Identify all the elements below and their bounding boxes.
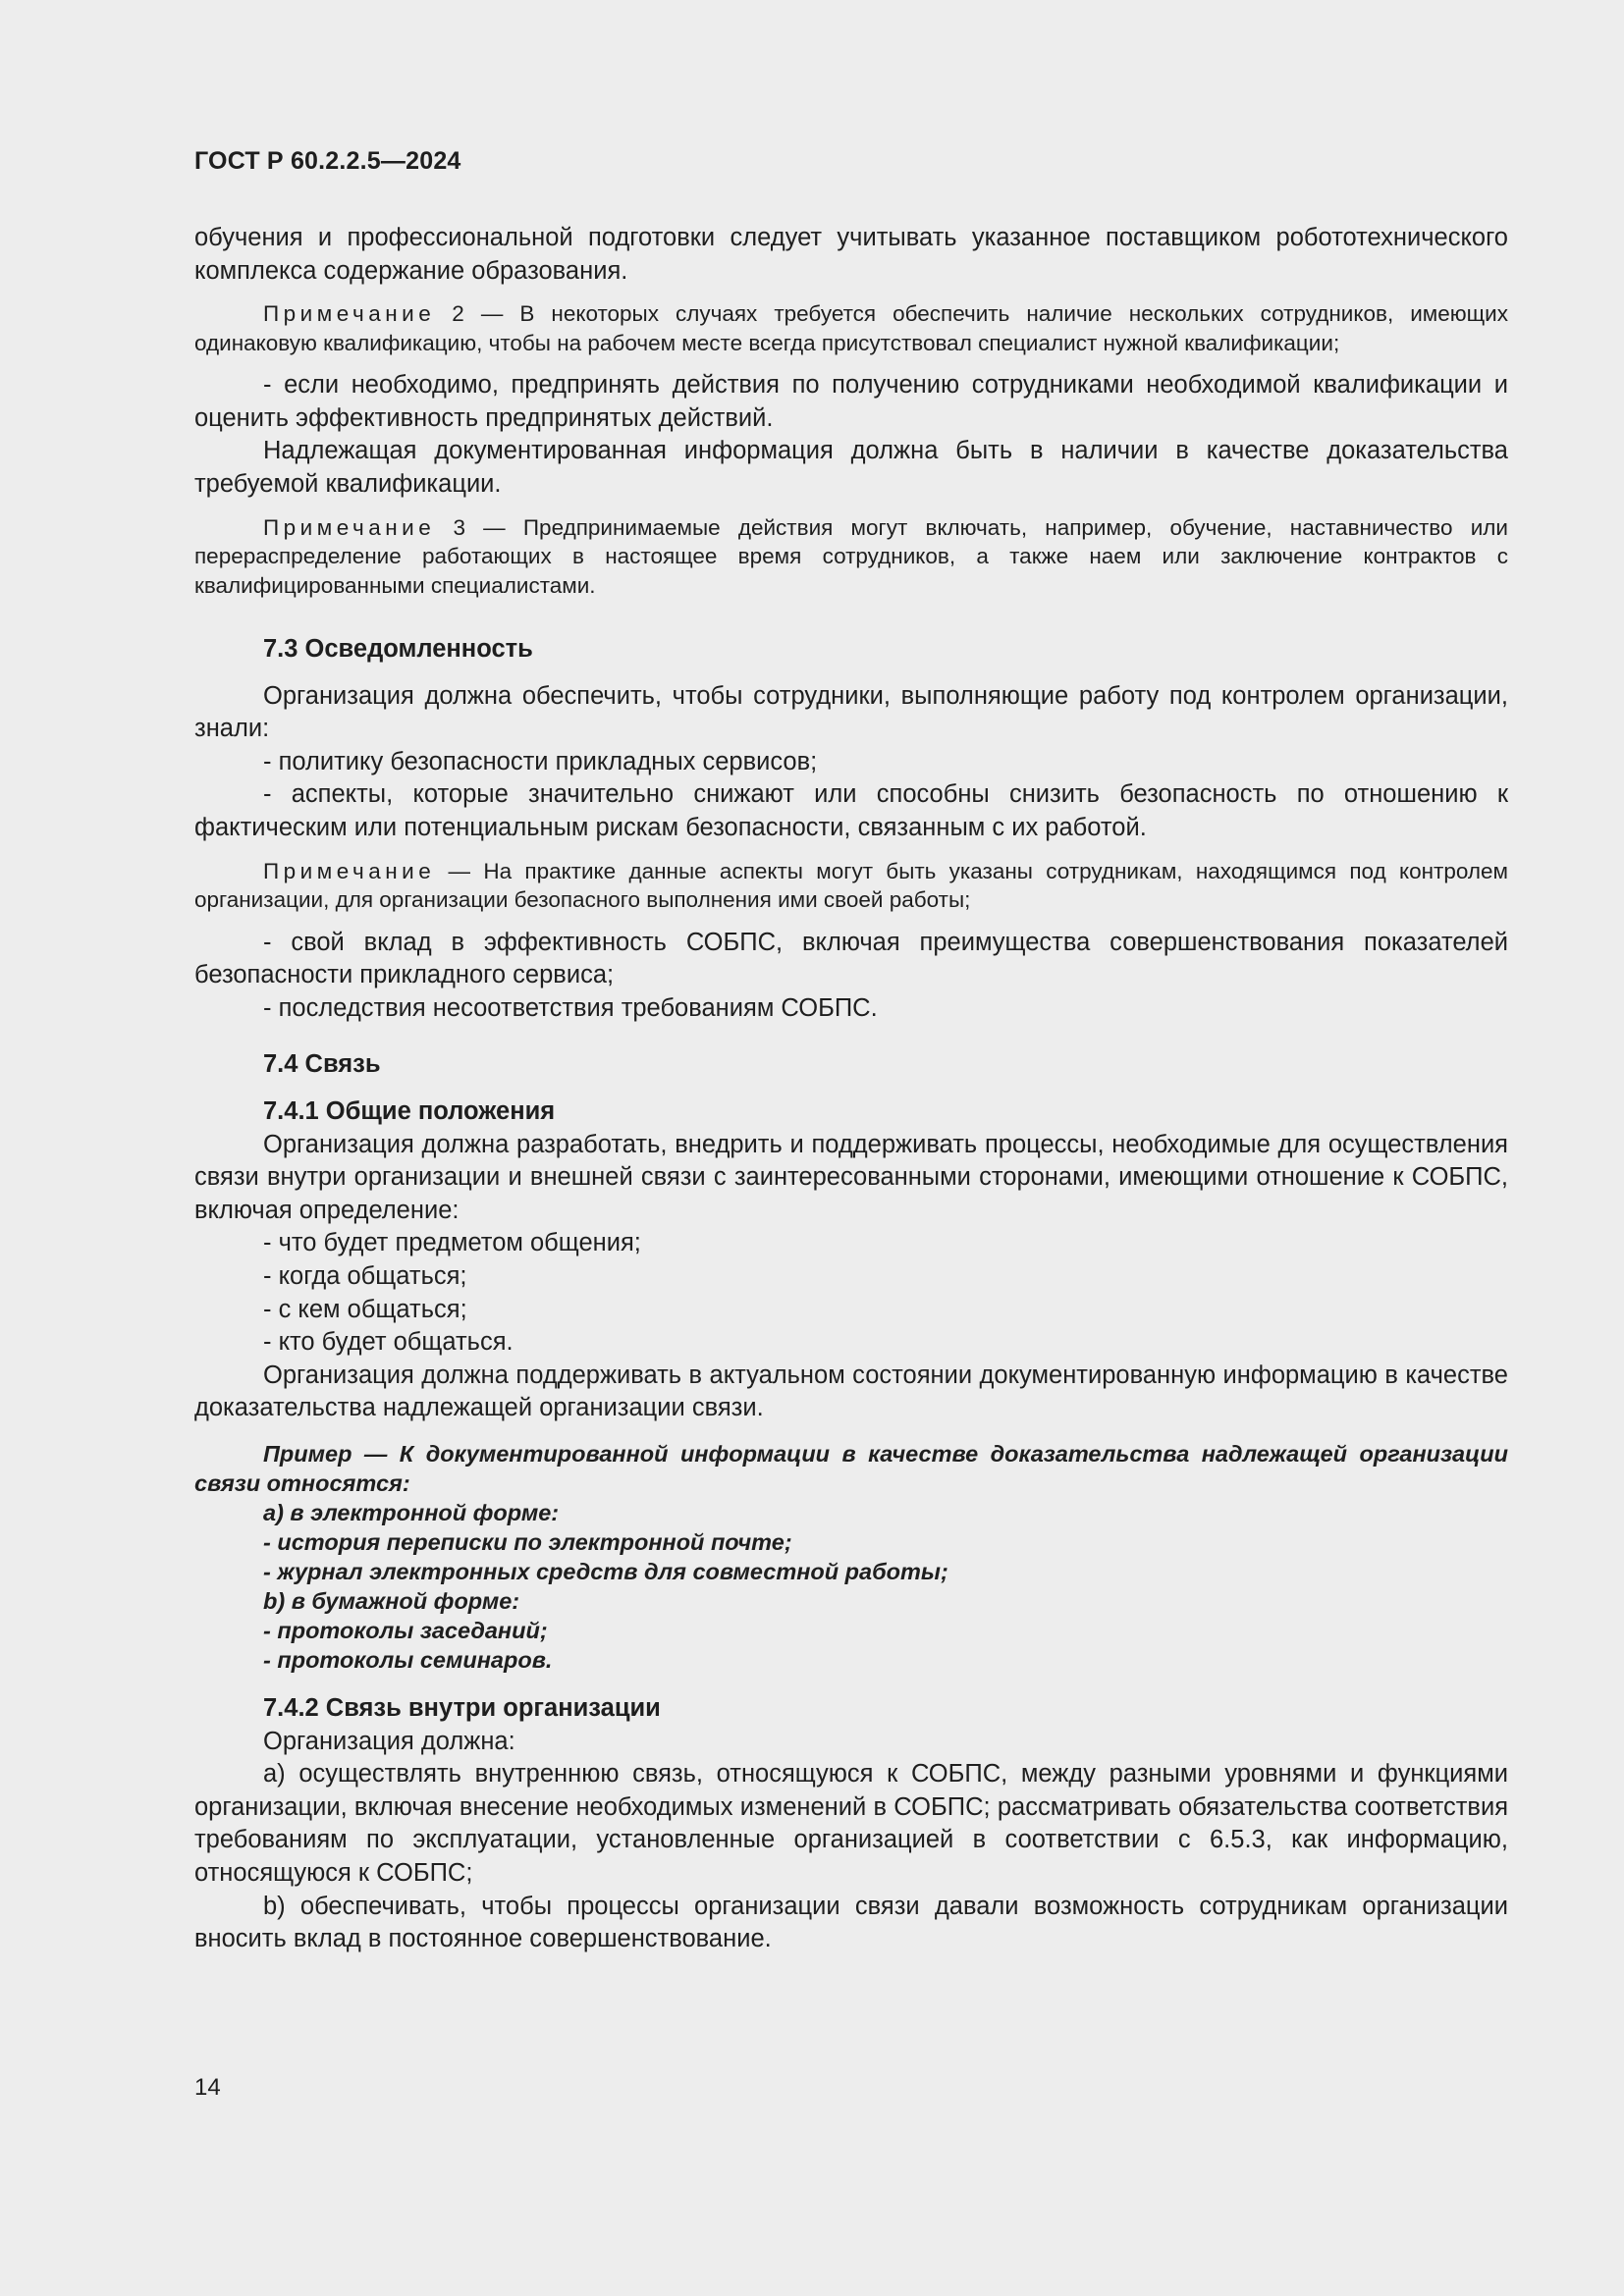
note-text: 2 — В некоторых случаях требуется обеспечить наличие нескольких сотрудников, имеющих одинаковую квалификацию, чтобы на рабочем месте всегда присутствовал специалист нужной квалификации; (194, 301, 1508, 355)
list-item: - свой вклад в эффективность СОБПС, включая преимущества совершенствования показателей безопасности прикладного сервиса; (194, 928, 1508, 989)
list-item: b) обеспечивать, чтобы процессы организации связи давали возможность сотрудникам организации вносить вклад в постоянное совершенствование. (194, 1892, 1508, 1953)
note-2 (194, 299, 1508, 357)
list-item: a) осуществлять внутреннюю связь, относящуюся к СОБПС, между разными уровнями и функциями организации, включая внесение необходимых изменений в СОБПС; рассматривать обязательства соответствия требованиям по эксплуатации, установленные организацией в соответствии с 6.5.3, как информацию, относящуюся к СОБПС; (194, 1760, 1508, 1887)
note-label: Примечание (263, 301, 436, 327)
paragraph: обучения и профессиональной подготовки следует учитывать указанное поставщиком робототехнического комплекса содержание образования. (194, 224, 1508, 285)
list-item: - что будет предметом общения; (263, 1229, 641, 1257)
note (194, 857, 1508, 915)
example-item: - протоколы семинаров. (263, 1646, 553, 1673)
note-label: Примечание (263, 514, 436, 540)
list-item: - политику безопасности прикладных сервисов; (263, 747, 818, 775)
paragraph: Организация должна разработать, внедрить и поддерживать процессы, необходимые для осуществления связи внутри организации и внешней связи с заинтересованными сторонами, имеющими отношение к СОБПС, включая определение: (194, 1130, 1508, 1224)
paragraph: Организация должна обеспечить, чтобы сотрудники, выполняющие работу под контролем организации, знали: (194, 681, 1508, 743)
subsection-heading: 7.4.2 Связь внутри организации (263, 1693, 661, 1722)
note-text: — На практике данные аспекты могут быть указаны сотрудникам, находящимся под контролем организации, для организации безопасного выполнения ими своей работы; (194, 858, 1508, 913)
list-item: - последствия несоответствия требованиям СОБПС. (263, 993, 878, 1022)
list-item: - с кем общаться; (263, 1295, 467, 1323)
example-item: a) в электронной форме: (263, 1499, 560, 1525)
list-item: - если необходимо, предпринять действия по получению сотрудниками необходимой квалификации и оценить эффективность предпринятых действий. (194, 371, 1508, 432)
page-number: 14 (194, 2074, 221, 2101)
section-heading: 7.4 Связь (263, 1050, 381, 1079)
paragraph: Организация должна поддерживать в актуальном состоянии документированную информацию в качестве доказательства надлежащей организации связи. (194, 1361, 1508, 1422)
list-item: - когда общаться; (263, 1261, 467, 1290)
paragraph: Надлежащая документированная информация должна быть в наличии в качестве доказательства требуемой квалификации. (194, 437, 1508, 498)
example-item: b) в бумажной форме: (263, 1587, 520, 1614)
list-item: - кто будет общаться. (263, 1328, 514, 1357)
list-item: - аспекты, которые значительно снижают или способны снизить безопасность по отношению к фактическим или потенциальным рискам безопасности, связанным с их работой. (194, 780, 1508, 842)
example-item: - протоколы заседаний; (263, 1617, 548, 1643)
note-3 (194, 513, 1508, 601)
note-text: 3 — Предпринимаемые действия могут включать, например, обучение, наставничество или перераспределение работающих в настоящее время сотрудников, а также наем или заключение контрактов с квалифицированными специалистами. (194, 514, 1508, 598)
document-header: ГОСТ Р 60.2.2.5—2024 (194, 147, 461, 175)
paragraph: Организация должна: (263, 1727, 515, 1755)
subsection-heading: 7.4.1 Общие положения (263, 1097, 556, 1125)
document-body (194, 222, 1508, 1956)
section-heading: 7.3 Осведомленность (263, 635, 533, 664)
example: Пример — К документированной информации в качестве доказательства надлежащей организации связи относятся: (194, 1440, 1508, 1496)
note-label: Примечание (263, 858, 436, 883)
example-item: - журнал электронных средств для совместной работы; (263, 1558, 948, 1584)
example-item: - история переписки по электронной почте; (263, 1528, 792, 1555)
